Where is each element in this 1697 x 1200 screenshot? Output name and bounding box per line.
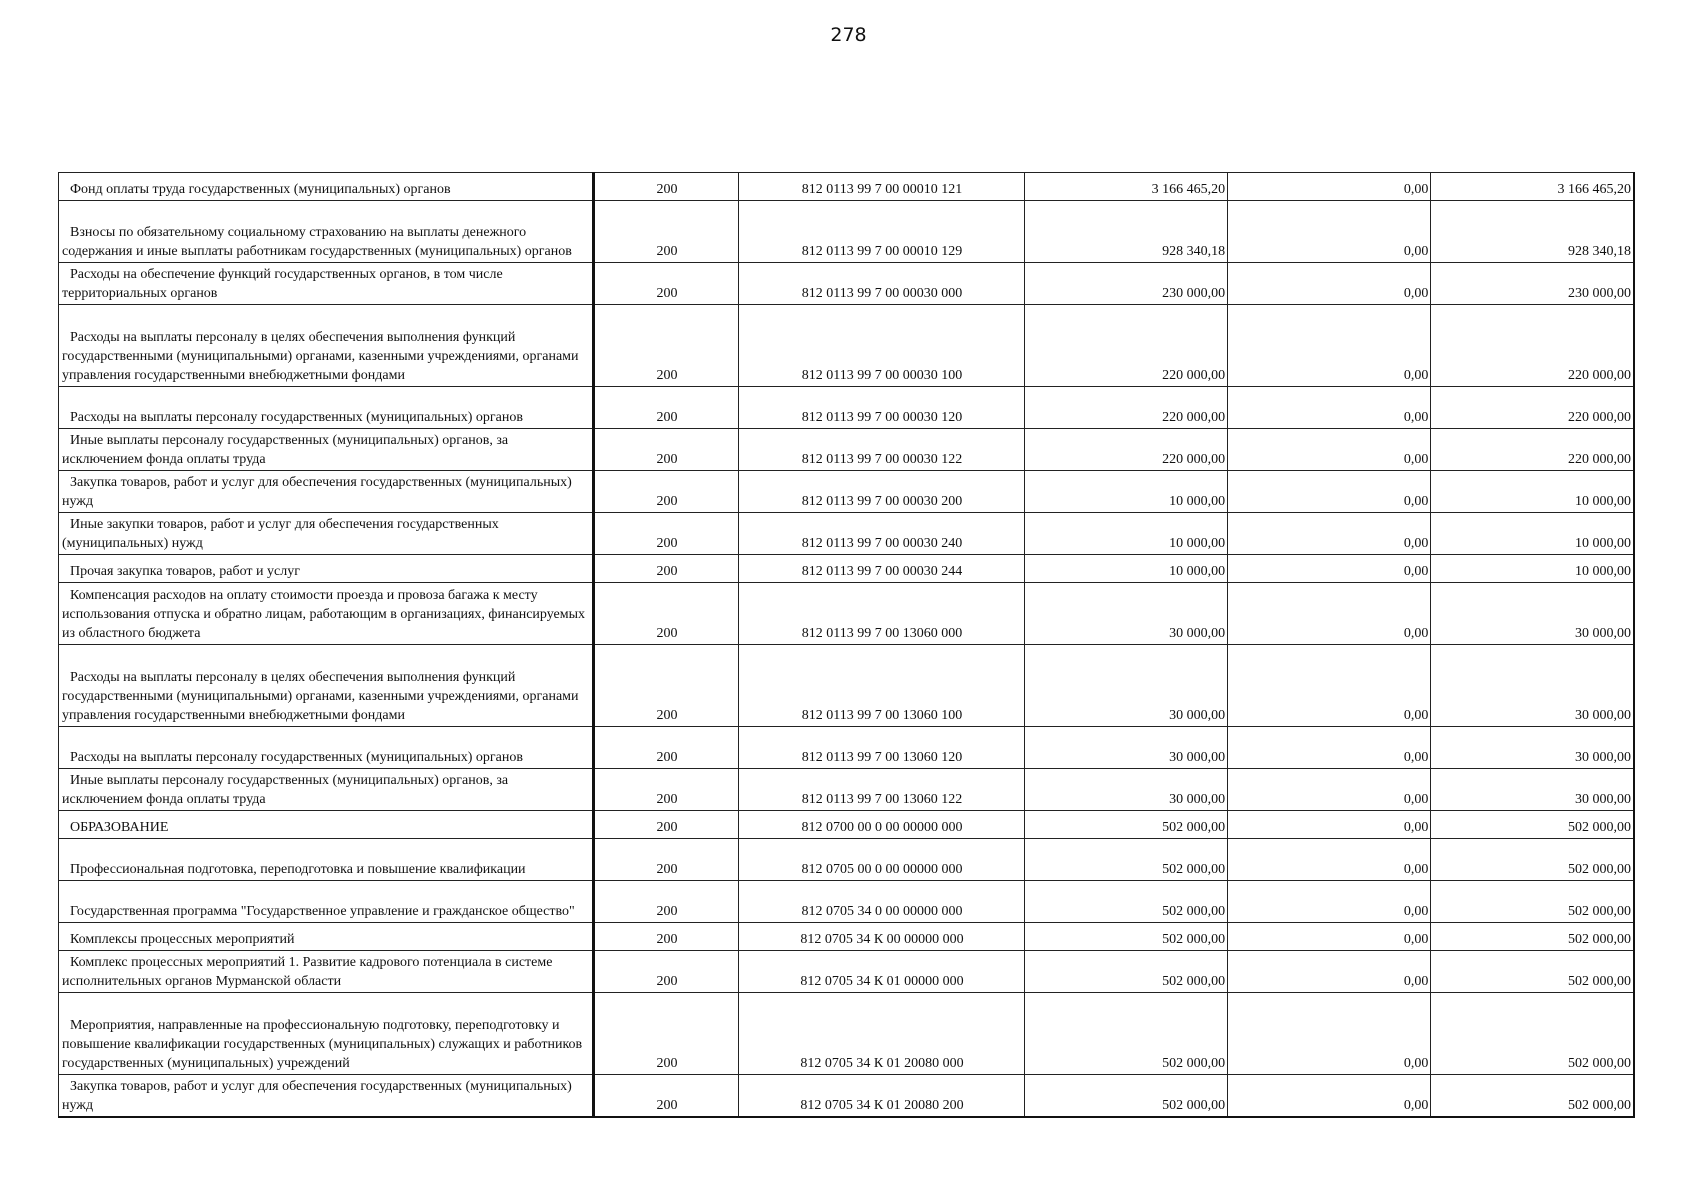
row-executed-amount: 0,00 (1228, 769, 1431, 811)
row-budget-code: 812 0113 99 7 00 00030 122 (739, 429, 1025, 471)
table-row (59, 839, 1635, 881)
row-remaining-amount: 30 000,00 (1431, 727, 1634, 769)
row-executed-amount: 0,00 (1228, 923, 1431, 951)
row-budget-code: 812 0113 99 7 00 00010 121 (739, 173, 1025, 201)
row-remaining-amount: 10 000,00 (1431, 513, 1634, 555)
row-budget-code: 812 0113 99 7 00 00010 129 (739, 201, 1025, 263)
row-name: Профессиональная подготовка, переподготовка и повышение квалификации (59, 839, 594, 881)
row-budget-code: 812 0113 99 7 00 13060 100 (739, 645, 1025, 727)
row-budget-code: 812 0705 34 К 00 00000 000 (739, 923, 1025, 951)
table-row (59, 881, 1635, 923)
row-line-code: 200 (594, 471, 739, 513)
row-remaining-amount: 502 000,00 (1431, 811, 1634, 839)
table-row (59, 583, 1635, 645)
row-remaining-amount: 30 000,00 (1431, 645, 1634, 727)
row-budget-code: 812 0705 34 0 00 00000 000 (739, 881, 1025, 923)
row-line-code: 200 (594, 173, 739, 201)
page-number: 278 (830, 24, 867, 46)
row-budget-code: 812 0705 34 К 01 20080 000 (739, 993, 1025, 1075)
row-approved-amount: 502 000,00 (1025, 1075, 1228, 1117)
row-budget-code: 812 0705 00 0 00 00000 000 (739, 839, 1025, 881)
row-budget-code: 812 0113 99 7 00 00030 244 (739, 555, 1025, 583)
row-executed-amount: 0,00 (1228, 881, 1431, 923)
row-line-code: 200 (594, 993, 739, 1075)
row-approved-amount: 502 000,00 (1025, 993, 1228, 1075)
row-line-code: 200 (594, 769, 739, 811)
row-line-code: 200 (594, 1075, 739, 1117)
row-line-code: 200 (594, 645, 739, 727)
row-approved-amount: 10 000,00 (1025, 555, 1228, 583)
row-name: Расходы на выплаты персоналу государственных (муниципальных) органов (59, 727, 594, 769)
table-row (59, 305, 1635, 387)
row-budget-code: 812 0113 99 7 00 00030 000 (739, 263, 1025, 305)
row-remaining-amount: 502 000,00 (1431, 881, 1634, 923)
row-executed-amount: 0,00 (1228, 429, 1431, 471)
row-line-code: 200 (594, 513, 739, 555)
row-approved-amount: 30 000,00 (1025, 645, 1228, 727)
row-budget-code: 812 0113 99 7 00 13060 000 (739, 583, 1025, 645)
table-row (59, 555, 1635, 583)
row-approved-amount: 10 000,00 (1025, 513, 1228, 555)
row-approved-amount: 30 000,00 (1025, 727, 1228, 769)
row-approved-amount: 30 000,00 (1025, 769, 1228, 811)
row-name: Закупка товаров, работ и услуг для обеспечения государственных (муниципальных) нужд (59, 1075, 594, 1117)
row-executed-amount: 0,00 (1228, 645, 1431, 727)
row-remaining-amount: 30 000,00 (1431, 583, 1634, 645)
row-name: Мероприятия, направленные на профессиональную подготовку, переподготовку и повышение квалификации государственных (муниципальных) служащих и работников государственных (муниципальных) учреждений (59, 993, 594, 1075)
row-executed-amount: 0,00 (1228, 513, 1431, 555)
table-row (59, 811, 1635, 839)
row-remaining-amount: 502 000,00 (1431, 1075, 1634, 1117)
row-line-code: 200 (594, 387, 739, 429)
row-executed-amount: 0,00 (1228, 583, 1431, 645)
row-remaining-amount: 928 340,18 (1431, 201, 1634, 263)
row-executed-amount: 0,00 (1228, 839, 1431, 881)
table-row (59, 173, 1635, 201)
row-line-code: 200 (594, 305, 739, 387)
row-approved-amount: 10 000,00 (1025, 471, 1228, 513)
table-row (59, 429, 1635, 471)
row-budget-code: 812 0700 00 0 00 00000 000 (739, 811, 1025, 839)
row-remaining-amount: 3 166 465,20 (1431, 173, 1634, 201)
table-row (59, 645, 1635, 727)
table-row (59, 201, 1635, 263)
row-approved-amount: 220 000,00 (1025, 387, 1228, 429)
row-name: Комплекс процессных мероприятий 1. Развитие кадрового потенциала в системе исполнительных органов Мурманской области (59, 951, 594, 993)
table-row (59, 1075, 1635, 1117)
table-row (59, 951, 1635, 993)
row-name: Взносы по обязательному социальному страхованию на выплаты денежного содержания и иные выплаты работникам государственных (муниципальных) органов (59, 201, 594, 263)
row-remaining-amount: 30 000,00 (1431, 769, 1634, 811)
row-executed-amount: 0,00 (1228, 811, 1431, 839)
row-line-code: 200 (594, 881, 739, 923)
row-line-code: 200 (594, 263, 739, 305)
table-row (59, 387, 1635, 429)
row-approved-amount: 502 000,00 (1025, 839, 1228, 881)
row-remaining-amount: 502 000,00 (1431, 951, 1634, 993)
row-approved-amount: 502 000,00 (1025, 811, 1228, 839)
row-name: Иные закупки товаров, работ и услуг для обеспечения государственных (муниципальных) нужд (59, 513, 594, 555)
row-name: Расходы на выплаты персоналу государственных (муниципальных) органов (59, 387, 594, 429)
row-remaining-amount: 502 000,00 (1431, 923, 1634, 951)
row-executed-amount: 0,00 (1228, 201, 1431, 263)
row-remaining-amount: 220 000,00 (1431, 305, 1634, 387)
row-line-code: 200 (594, 951, 739, 993)
row-remaining-amount: 502 000,00 (1431, 839, 1634, 881)
row-approved-amount: 220 000,00 (1025, 429, 1228, 471)
row-executed-amount: 0,00 (1228, 1075, 1431, 1117)
row-remaining-amount: 220 000,00 (1431, 387, 1634, 429)
row-name: Государственная программа "Государственное управление и гражданское общество" (59, 881, 594, 923)
table-row (59, 993, 1635, 1075)
row-budget-code: 812 0113 99 7 00 00030 240 (739, 513, 1025, 555)
row-budget-code: 812 0705 34 К 01 20080 200 (739, 1075, 1025, 1117)
row-budget-code: 812 0113 99 7 00 00030 100 (739, 305, 1025, 387)
row-remaining-amount: 220 000,00 (1431, 429, 1634, 471)
row-line-code: 200 (594, 839, 739, 881)
row-approved-amount: 502 000,00 (1025, 881, 1228, 923)
table-row (59, 513, 1635, 555)
row-name: Фонд оплаты труда государственных (муниципальных) органов (59, 173, 594, 201)
row-name: Компенсация расходов на оплату стоимости проезда и провоза багажа к месту использования отпуска и обратно лицам, работающим в организациях, финансируемых из областного бюджета (59, 583, 594, 645)
row-approved-amount: 502 000,00 (1025, 951, 1228, 993)
table-row (59, 471, 1635, 513)
row-approved-amount: 928 340,18 (1025, 201, 1228, 263)
row-budget-code: 812 0113 99 7 00 13060 122 (739, 769, 1025, 811)
row-executed-amount: 0,00 (1228, 951, 1431, 993)
table-row (59, 769, 1635, 811)
row-line-code: 200 (594, 923, 739, 951)
row-remaining-amount: 10 000,00 (1431, 555, 1634, 583)
row-executed-amount: 0,00 (1228, 305, 1431, 387)
row-approved-amount: 230 000,00 (1025, 263, 1228, 305)
row-executed-amount: 0,00 (1228, 173, 1431, 201)
row-approved-amount: 30 000,00 (1025, 583, 1228, 645)
row-remaining-amount: 502 000,00 (1431, 993, 1634, 1075)
row-line-code: 200 (594, 583, 739, 645)
row-approved-amount: 220 000,00 (1025, 305, 1228, 387)
row-budget-code: 812 0113 99 7 00 00030 120 (739, 387, 1025, 429)
row-budget-code: 812 0113 99 7 00 13060 120 (739, 727, 1025, 769)
row-line-code: 200 (594, 727, 739, 769)
row-approved-amount: 3 166 465,20 (1025, 173, 1228, 201)
table-row (59, 263, 1635, 305)
row-budget-code: 812 0705 34 К 01 00000 000 (739, 951, 1025, 993)
row-name: Иные выплаты персоналу государственных (муниципальных) органов, за исключением фонда оплаты труда (59, 429, 594, 471)
budget-table-body (59, 173, 1635, 1117)
row-name: Прочая закупка товаров, работ и услуг (59, 555, 594, 583)
row-executed-amount: 0,00 (1228, 555, 1431, 583)
row-line-code: 200 (594, 555, 739, 583)
row-remaining-amount: 230 000,00 (1431, 263, 1634, 305)
row-line-code: 200 (594, 811, 739, 839)
row-remaining-amount: 10 000,00 (1431, 471, 1634, 513)
row-executed-amount: 0,00 (1228, 387, 1431, 429)
row-line-code: 200 (594, 429, 739, 471)
row-executed-amount: 0,00 (1228, 727, 1431, 769)
table-row (59, 727, 1635, 769)
budget-table (58, 172, 1635, 1118)
row-name: Расходы на обеспечение функций государственных органов, в том числе территориальных органов (59, 263, 594, 305)
row-name: Иные выплаты персоналу государственных (муниципальных) органов, за исключением фонда оплаты труда (59, 769, 594, 811)
row-executed-amount: 0,00 (1228, 993, 1431, 1075)
row-approved-amount: 502 000,00 (1025, 923, 1228, 951)
row-name: Расходы на выплаты персоналу в целях обеспечения выполнения функций государственными (муниципальными) органами, казенными учреждениями, органами управления государственными внебюджетными фондами (59, 645, 594, 727)
row-name: Закупка товаров, работ и услуг для обеспечения государственных (муниципальных) нужд (59, 471, 594, 513)
row-name: Расходы на выплаты персоналу в целях обеспечения выполнения функций государственными (муниципальными) органами, казенными учреждениями, органами управления государственными внебюджетными фондами (59, 305, 594, 387)
row-name: ОБРАЗОВАНИЕ (59, 811, 594, 839)
row-budget-code: 812 0113 99 7 00 00030 200 (739, 471, 1025, 513)
row-executed-amount: 0,00 (1228, 263, 1431, 305)
table-row (59, 923, 1635, 951)
row-name: Комплексы процессных мероприятий (59, 923, 594, 951)
row-line-code: 200 (594, 201, 739, 263)
row-executed-amount: 0,00 (1228, 471, 1431, 513)
